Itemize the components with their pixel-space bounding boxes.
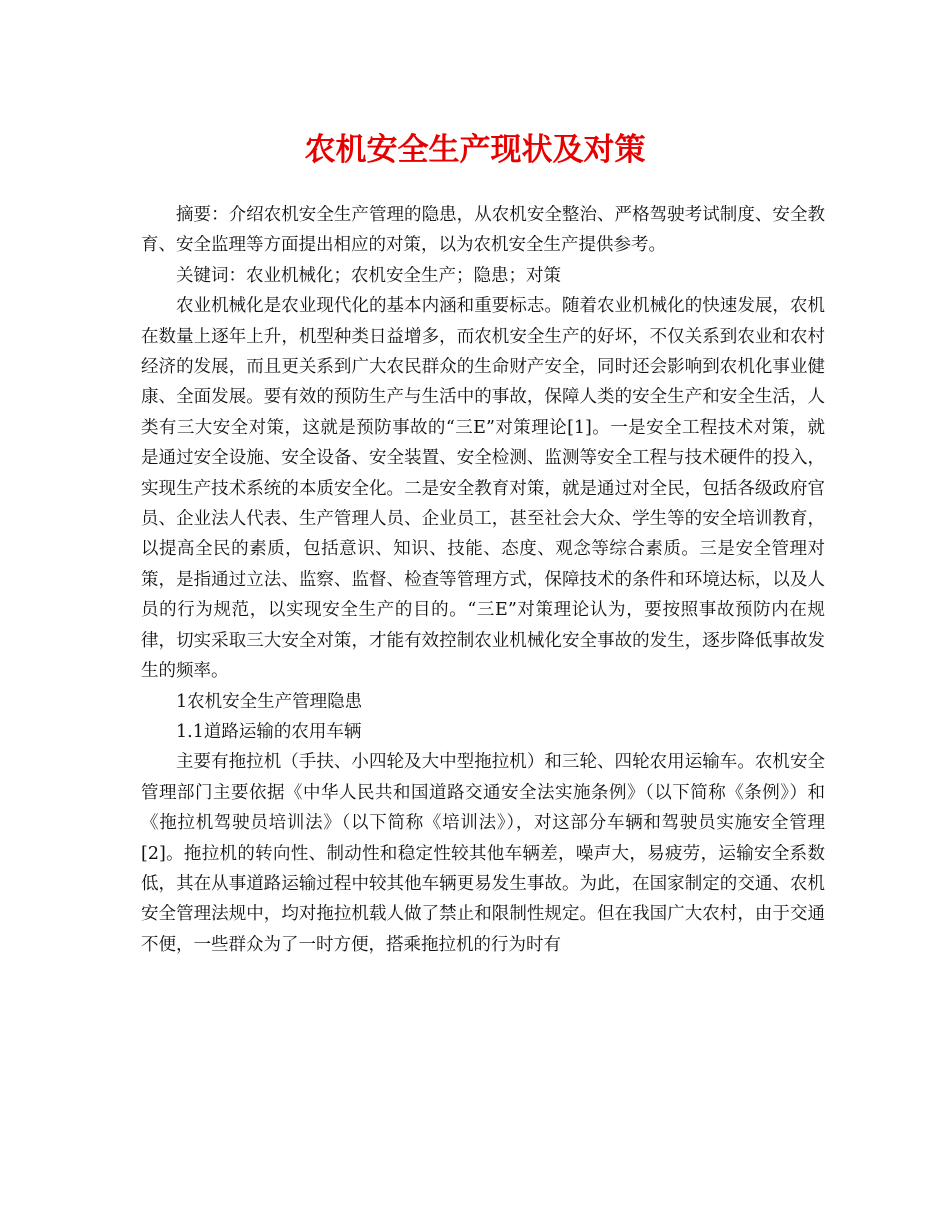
abstract-paragraph: 摘要：介绍农机安全生产管理的隐患，从农机安全整治、严格驾驶考试制度、安全教育、安全监理等方面提出相应的对策，以为农机安全生产提供参考。 xyxy=(141,205,825,256)
intro-paragraph: 农业机械化是农业现代化的基本内涵和重要标志。随着农业机械化的快速发展，农机在数量上逐年上升，机型种类日益增多，而农机安全生产的好坏，不仅关系到农业和农村经济的发展，而且更关系到广大农民群众的生命财产安全，同时还会影响到农机化事业健康、全面发展。要有效的预防生产与生活中的事故，保障人类的安全生产和安全生活，人类有三大安全对策，这就是预防事故的“三E”对策理论[1]。一是安全工程技术对策，就是通过安全设施、安全设备、安全装置、安全检测、监测等安全工程与技术硬件的投入，实现生产技术系统的本质安全化。二是安全教育对策，就是通过对全民，包括各级政府官员、企业法人代表、生产管理人员、企业员工，甚至社会大众、学生等的安全培训教育，以提高全民的素质，包括意识、知识、技能、态度、观念等综合素质。三是安全管理对策，是指通过立法、监察、监督、检查等管理方式，保障技术的条件和环境达标，以及人员的行为规范，以实现安全生产的目的。“三E”对策理论认为，要按照事故预防内在规律，切实采取三大安全对策，才能有效控制农业机械化安全事故的发生，逐步降低事故发生的频率。 xyxy=(141,296,825,682)
section-heading: 1农机安全生产管理隐患 xyxy=(176,691,363,712)
body-paragraph: 主要有拖拉机（手扶、小四轮及大中型拖拉机）和三轮、四轮农用运输车。农机安全管理部门主要依据《中华人民共和国道路交通安全法实施条例》（以下简称《条例》）和《拖拉机驾驶员培训法》（以下简称《培训法》），对这部分车辆和驾驶员实施安全管理[2]。拖拉机的转向性、制动性和稳定性较其他车辆差，噪声大，易疲劳，运输安全系数低，其在从事道路运输过程中较其他车辆更易发生事故。为此，在国家制定的交通、农机安全管理法规中，均对拖拉机载人做了禁止和限制性规定。但在我国广大农村，由于交通不便，一些群众为了一时方便，搭乘拖拉机的行为时有 xyxy=(141,752,825,955)
keywords-paragraph: 关键词：农业机械化；农机安全生产；隐患；对策 xyxy=(176,265,561,286)
subsection-heading: 1.1道路运输的农用车辆 xyxy=(176,721,362,742)
document-body xyxy=(141,200,825,960)
document-title: 农机安全生产现状及对策 xyxy=(304,132,646,168)
